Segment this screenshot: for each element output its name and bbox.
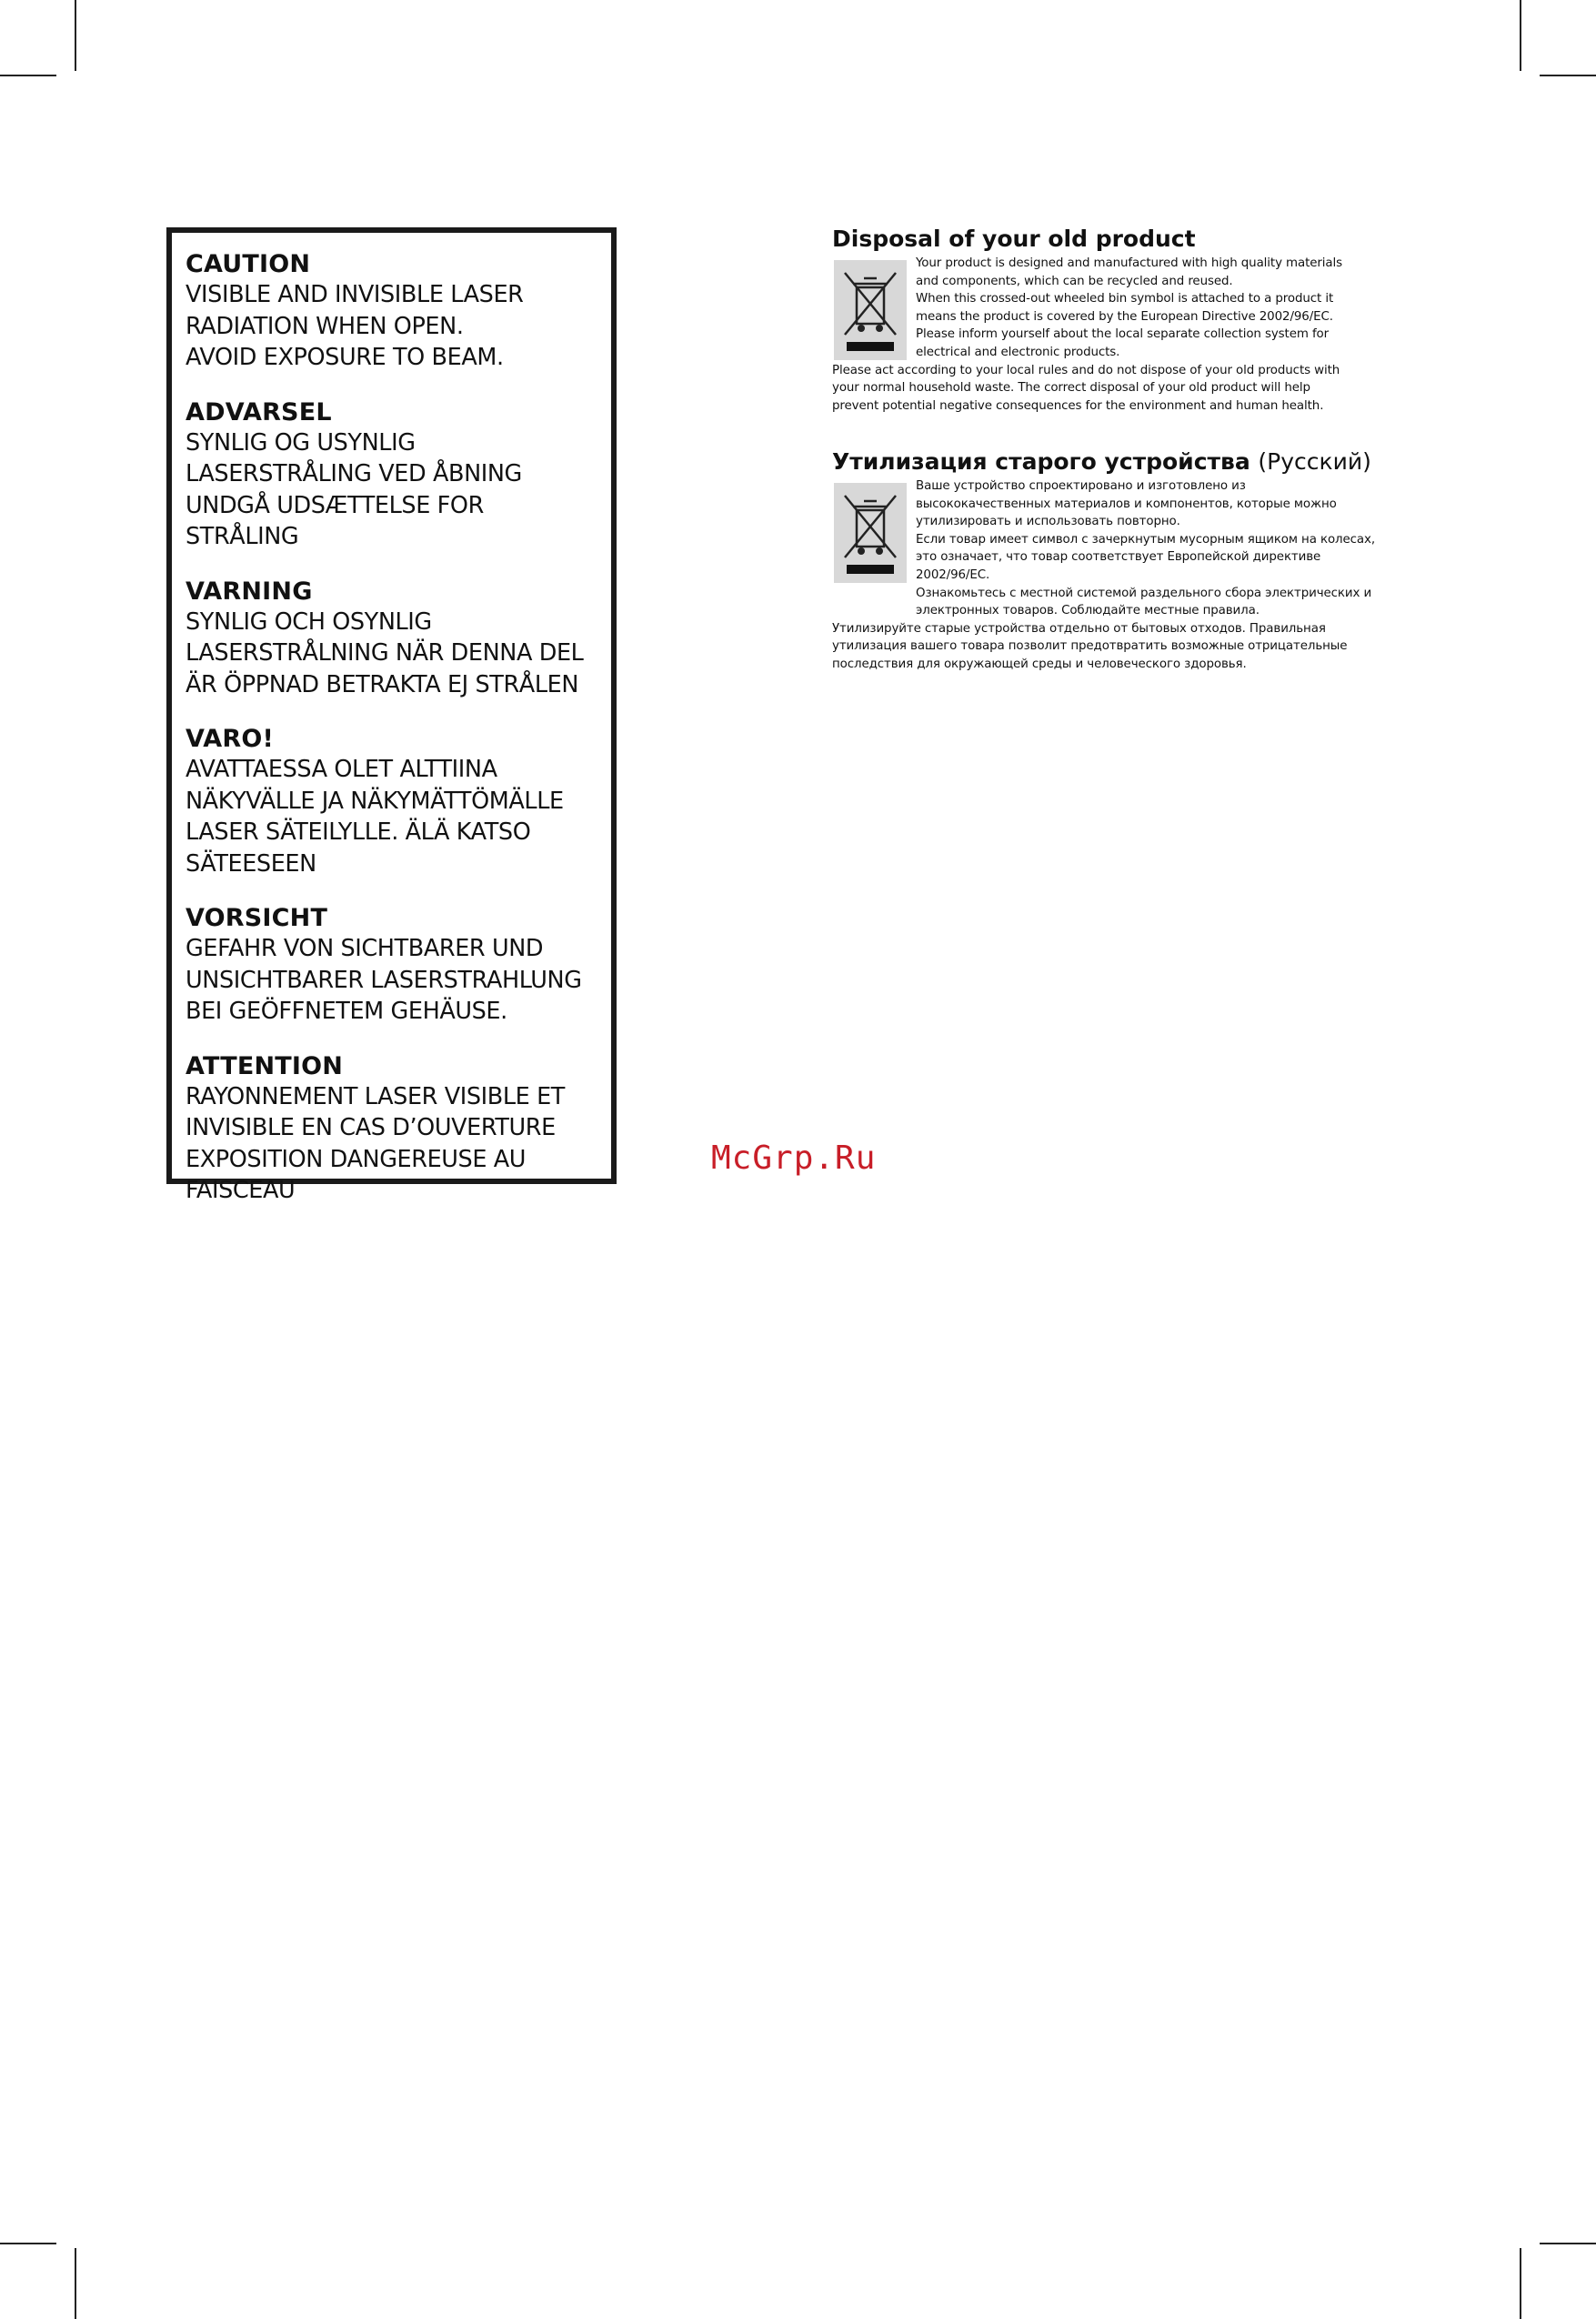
crop-mark xyxy=(75,0,76,71)
warning-text-line: AVATTAESSA OLET ALTTIINA xyxy=(186,756,497,783)
disposal-text-line: высококачественных материалов и компонентов, которые можно xyxy=(916,497,1337,511)
warning-block xyxy=(186,397,602,553)
warning-text-line: RADIATION WHEN OPEN. xyxy=(186,312,464,340)
disposal-text-line: Please act according to your local rules and do not dispose of your old products with xyxy=(832,363,1340,377)
crop-mark xyxy=(75,2248,76,2319)
warning-text-line: SÄTEESEEN xyxy=(186,849,316,878)
disposal-text-line: Your product is designed and manufactured with high quality materials xyxy=(916,256,1343,270)
disposal-text-line: Please inform yourself about the local separate collection system for xyxy=(916,327,1330,342)
disposal-text-line: это означает, что товар соответствует Европейской директиве xyxy=(916,550,1321,565)
disposal-text-line: Если товар имеет символ с зачеркнутым мусорным ящиком на колесах, xyxy=(916,532,1376,547)
crop-mark xyxy=(1520,0,1521,71)
warning-text-line: GEFAHR VON SICHTBARER UND xyxy=(186,935,544,962)
warning-text-line: VISIBLE AND INVISIBLE LASER xyxy=(186,281,524,308)
warning-text-line: RAYONNEMENT LASER VISIBLE ET xyxy=(186,1082,565,1110)
warning-heading: VARO! xyxy=(186,725,275,753)
warning-text-line: AVOID EXPOSURE TO BEAM. xyxy=(186,344,504,371)
disposal-text-line: and components, which can be recycled and reused. xyxy=(916,274,1233,288)
warning-text-line: LASERSTRÅLNING NÄR DENNA DEL xyxy=(186,639,584,667)
crop-mark xyxy=(0,2243,56,2244)
warning-text-line: INVISIBLE EN CAS D’OUVERTURE xyxy=(186,1114,556,1141)
warning-text-line: UNDGÅ UDSÆTTELSE FOR xyxy=(186,491,484,519)
warning-block xyxy=(186,903,602,1028)
disposal-text-line: Ваше устройство спроектировано и изготовлено из xyxy=(916,479,1246,493)
crossed-out-wheeled-bin-icon xyxy=(834,483,907,583)
disposal-title-ru-text: Утилизация старого устройства xyxy=(832,448,1250,475)
warning-text-line: NÄKYVÄLLE JA NÄKYMÄTTÖMÄLLE xyxy=(186,787,564,815)
warning-heading: ADVARSEL xyxy=(186,397,332,427)
warning-heading: ATTENTION xyxy=(186,1051,344,1080)
disposal-text-line: электронных товаров. Соблюдайте местные правила. xyxy=(916,604,1260,618)
warning-text-line: FAISCEAU xyxy=(186,1177,296,1204)
disposal-title-en: Disposal of your old product xyxy=(832,226,1196,252)
disposal-section-ru xyxy=(832,448,1378,674)
warning-heading: VARNING xyxy=(186,577,313,606)
crop-mark xyxy=(1520,2248,1521,2319)
disposal-text-line: утилизировать и использовать повторно. xyxy=(916,515,1180,529)
disposal-text-line: Утилизируйте старые устройства отдельно от бытовых отходов. Правильная xyxy=(832,621,1326,636)
crop-mark xyxy=(1540,75,1596,76)
disposal-text-line: утилизация вашего товара позволит предотвратить возможные отрицательные xyxy=(832,639,1348,654)
warning-text-line: STRÅLING xyxy=(186,523,299,550)
warning-text-line: LASER SÄTEILYLLE. ÄLÄ KATSO xyxy=(186,818,531,846)
disposal-text-line: electrical and electronic products. xyxy=(916,345,1120,359)
crop-mark xyxy=(1540,2243,1596,2244)
disposal-text-line: последствия для окружающей среды и человеческого здоровья. xyxy=(832,657,1247,671)
disposal-text-line: your normal household waste. The correct disposal of your old product will help xyxy=(832,381,1310,396)
crossed-out-wheeled-bin-icon xyxy=(834,260,907,360)
disposal-title-ru-language: (Русский) xyxy=(1258,448,1371,475)
disposal-section-en xyxy=(832,226,1378,415)
watermark: McGrp.Ru xyxy=(711,1139,877,1177)
warning-block xyxy=(186,577,602,701)
warning-text-line: SYNLIG OCH OSYNLIG xyxy=(186,607,432,636)
warning-text-line: SYNLIG OG USYNLIG xyxy=(186,428,416,457)
laser-caution-box xyxy=(166,227,617,1204)
warning-text-line: LASERSTRÅLING VED ÅBNING xyxy=(186,460,522,487)
warning-heading: VORSICHT xyxy=(186,904,328,932)
disposal-text-line: means the product is covered by the European Directive 2002/96/EC. xyxy=(916,309,1333,324)
warning-text-line: ÄR ÖPPNAD BETRAKTA EJ STRÅLEN xyxy=(186,670,579,698)
disposal-text-line: prevent potential negative consequences for the environment and human health. xyxy=(832,398,1324,413)
disposal-title-ru xyxy=(832,448,1378,476)
warning-block xyxy=(186,249,602,374)
disposal-text-line: 2002/96/EC. xyxy=(916,567,990,582)
warning-text-line: BEI GEÖFFNETEM GEHÄUSE. xyxy=(186,998,507,1025)
warning-heading: CAUTION xyxy=(186,250,311,278)
warning-text-line: EXPOSITION DANGEREUSE AU xyxy=(186,1145,527,1173)
warning-block xyxy=(186,1051,602,1207)
disposal-text-line: Ознакомьтесь с местной системой раздельного сбора электрических и xyxy=(916,586,1372,600)
disposal-text-line: When this crossed-out wheeled bin symbol is attached to a product it xyxy=(916,292,1334,306)
disposal-body-en xyxy=(832,255,1378,415)
warning-text-line: UNSICHTBARER LASERSTRAHLUNG xyxy=(186,966,582,994)
warning-block xyxy=(186,724,602,879)
crop-mark xyxy=(0,75,56,76)
disposal-body-ru xyxy=(832,477,1378,674)
